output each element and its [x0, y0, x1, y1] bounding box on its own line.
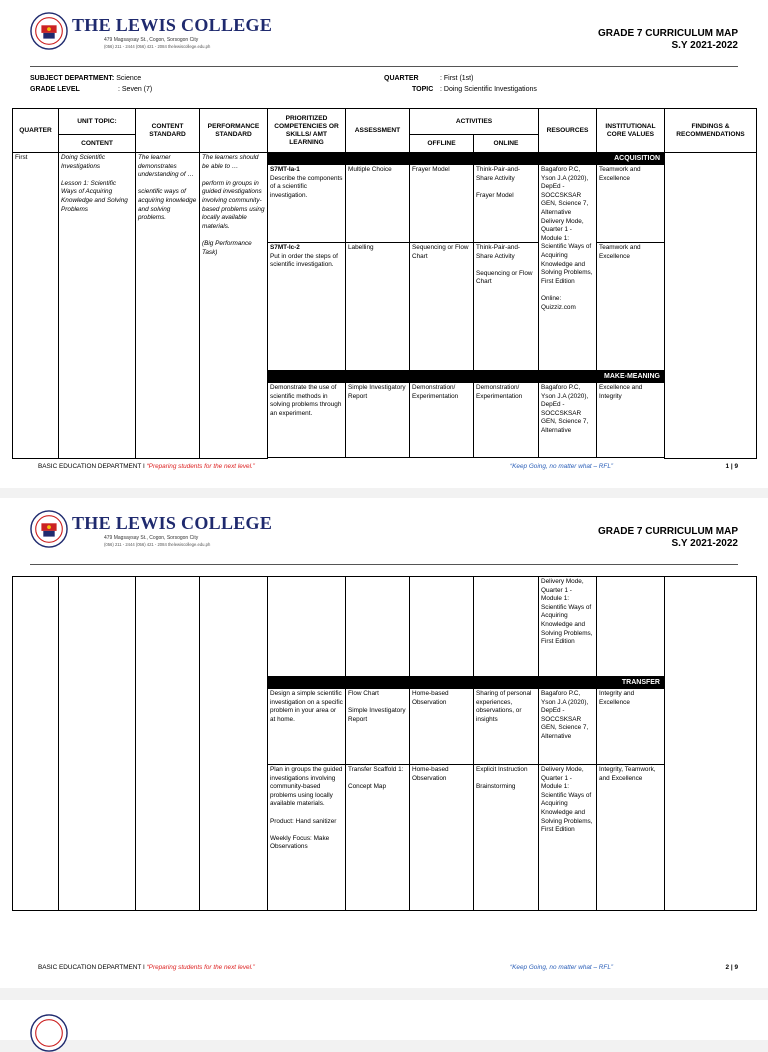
footer-tagline: “Keep Going, no matter what – RFL” — [510, 964, 614, 971]
resources-cell: Delivery Mode, Quarter 1 - Module 1: Scientific Ways of Acquiring Knowledge and Solving Problems, First Edition — [539, 765, 597, 911]
unit-topic-cell: Doing Scientific Investigations Lesson 1: Scientific Ways of Acquiring Knowledge and Solving Problems — [59, 153, 136, 459]
col-header-findings: FINDINGS & RECOMMENDATIONS — [665, 109, 757, 153]
quarter-cell: First — [13, 153, 59, 459]
college-seal-icon — [30, 12, 68, 50]
spacer — [268, 458, 665, 459]
topic-value: : Doing Scientific Investigations — [440, 86, 537, 93]
resources-cell: Bagaforo P.C, Yson J.A (2020), DepEd - SOCCSKSAR GEN, Science 7, Alternative — [539, 689, 597, 765]
competency-cell: Design a simple scientific investigation on a specific problem in your area or at home. — [268, 689, 346, 765]
footer-dept — [38, 964, 255, 971]
online-cell: Think-Pair-and-Share Activity Frayer Model — [474, 165, 539, 243]
school-year: S.Y 2021-2022 — [671, 40, 738, 51]
acquisition-bar: ACQUISITION — [268, 153, 665, 165]
col-header-content-standard: CONTENT STANDARD — [136, 109, 200, 153]
core-values-cell — [597, 577, 665, 677]
competency-cell: Demonstrate the use of scientific methods in solving problems through an experiment. — [268, 383, 346, 458]
assessment-cell: Labelling — [346, 243, 410, 371]
core-values-cell: Teamwork and Excellence — [597, 243, 665, 371]
offline-cell: Home-based Observation — [410, 689, 474, 765]
topic-field — [412, 86, 433, 93]
unit-topic-cell — [59, 577, 136, 911]
competency-cell: Plan in groups the guided investigations involving community-based problems using locally available materials. Product: Hand sanitizer Weekly Focus: Make Observations — [268, 765, 346, 911]
curriculum-table-page-2 — [12, 576, 757, 911]
subject-department-label: SUBJECT DEPARTMENT: — [30, 75, 115, 82]
competency-cell — [268, 165, 346, 243]
transfer-bar: TRANSFER — [268, 677, 665, 689]
col-header-quarter: QUARTER — [13, 109, 59, 153]
school-year: S.Y 2021-2022 — [671, 538, 738, 549]
grade-level-label: GRADE LEVEL — [30, 86, 80, 93]
col-header-competencies: PRIORITIZED COMPETENCIES OR SKILLS/ AMT LEARNING — [268, 109, 346, 153]
footer-tagline: “Keep Going, no matter what – RFL” — [510, 463, 614, 470]
online-cell: Explicit Instruction Brainstorming — [474, 765, 539, 911]
doc-title-block — [598, 526, 738, 550]
college-name: THE LEWIS COLLEGE — [72, 513, 273, 533]
grade-level — [30, 86, 80, 93]
assessment-cell: Simple Investigatory Report — [346, 383, 410, 458]
competency-cell — [268, 243, 346, 371]
college-address: 479 Magsaysay St., Cogon, Sorsogon City — [104, 37, 199, 43]
offline-cell: Home-based Observation — [410, 765, 474, 911]
offline-cell: Sequencing or Flow Chart — [410, 243, 474, 371]
doc-title: GRADE 7 CURRICULUM MAP — [598, 28, 738, 39]
quarter-label: QUARTER — [384, 75, 419, 82]
col-header-unit-topic: UNIT TOPIC: — [59, 109, 136, 135]
content-standard-cell — [136, 577, 200, 911]
assessment-cell: Transfer Scaffold 1: Concept Map — [346, 765, 410, 911]
doc-title: GRADE 7 CURRICULUM MAP — [598, 526, 738, 537]
performance-standard-cell — [200, 577, 268, 911]
page-3-partial — [0, 1000, 768, 1040]
doc-title-block — [598, 28, 738, 52]
college-seal-icon — [30, 1014, 68, 1052]
footer-dept-label: BASIC EDUCATION DEPARTMENT I — [38, 964, 147, 971]
online-cell: Sharing of personal experiences, observations, or insights — [474, 689, 539, 765]
footer-motto: “Preparing students for the next level.” — [146, 964, 255, 971]
competency-code: S7MT-Ic-2 — [270, 244, 300, 251]
grade-level-value: : Seven (7) — [118, 86, 153, 93]
subject-department — [30, 75, 141, 82]
online-cell: Think-Pair-and-Share Activity Sequencing or Flow Chart — [474, 243, 539, 371]
college-seal-icon — [30, 510, 68, 548]
subject-department-value: Science — [116, 75, 142, 82]
topic-label: TOPIC — [412, 86, 434, 93]
findings-cell — [665, 153, 757, 459]
core-values-cell: Integrity and Excellence — [597, 689, 665, 765]
page-number: 2 | 9 — [725, 964, 738, 971]
quarter-cell — [13, 577, 59, 911]
college-contact: (056) 211 - 2444 (056) 421 - 2084 thelewiscollege.edu.ph — [104, 44, 211, 49]
resources-cell: Bagaforo P.C, Yson J.A (2020), DepEd - SOCCSKSAR GEN, Science 7, Alternative — [539, 383, 597, 458]
college-address: 479 Magsaysay St., Cogon, Sorsogon City — [104, 535, 199, 541]
header-rule — [30, 66, 738, 67]
resources-cell: Delivery Mode, Quarter 1 - Module 1: Scientific Ways of Acquiring Knowledge and Solving Problems, First Edition — [539, 577, 597, 677]
page-footer — [38, 964, 738, 974]
col-header-content: CONTENT — [59, 135, 136, 153]
page-2 — [0, 498, 768, 988]
competency-code: S7MT-Ia-1 — [270, 166, 300, 173]
col-header-activities: ACTIVITIES — [410, 109, 539, 135]
competency-cell — [268, 577, 346, 677]
content-standard-cell: The learner demonstrates understanding of … scientific ways of acquiring knowledge and solving problems. — [136, 153, 200, 459]
core-values-cell: Teamwork and Excellence — [597, 165, 665, 243]
competency-text: Put in order the steps of scientific investigation. — [270, 252, 338, 269]
resources-cell: Bagaforo P.C, Yson J.A (2020), DepEd - SOCCSKSAR GEN, Science 7, Alternative Delivery Mode, Quarter 1 - Module 1: Scientific Ways of Acquiring Knowledge and Solving Problems, First Edition Online: Quizziz.com — [539, 165, 597, 371]
offline-cell: Frayer Model — [410, 165, 474, 243]
curriculum-table-page-1 — [12, 108, 757, 459]
page-footer — [38, 463, 738, 473]
core-values-cell: Integrity, Teamwork, and Excellence — [597, 765, 665, 911]
quarter-value: : First (1st) — [440, 75, 474, 82]
college-name: THE LEWIS COLLEGE — [72, 15, 273, 35]
performance-standard-cell: The learners should be able to … perform in groups in guided investigations involving community-based problems using locally available materials. (Big Performance Task) — [200, 153, 268, 459]
col-header-online: ONLINE — [474, 135, 539, 153]
col-header-offline: OFFLINE — [410, 135, 474, 153]
col-header-core-values: INSTITUTIONAL CORE VALUES — [597, 109, 665, 153]
quarter-field — [384, 75, 419, 82]
make-meaning-bar: MAKE-MEANING — [268, 371, 665, 383]
assessment-cell — [346, 577, 410, 677]
footer-dept-label: BASIC EDUCATION DEPARTMENT I — [38, 463, 147, 470]
online-cell: Demonstration/ Experimentation — [474, 383, 539, 458]
offline-cell — [410, 577, 474, 677]
competency-text: Describe the components of a scientific investigation. — [270, 174, 343, 199]
col-header-assessment: ASSESSMENT — [346, 109, 410, 153]
footer-dept — [38, 463, 255, 470]
page-number: 1 | 9 — [725, 463, 738, 470]
assessment-cell: Flow Chart Simple Investigatory Report — [346, 689, 410, 765]
college-contact: (056) 211 - 2444 (056) 421 - 2084 thelewiscollege.edu.ph — [104, 542, 211, 547]
page-1 — [0, 0, 768, 488]
core-values-cell: Excellence and Integrity — [597, 383, 665, 458]
col-header-resources: RESOURCES — [539, 109, 597, 153]
findings-cell — [665, 577, 757, 911]
assessment-cell: Multiple Choice — [346, 165, 410, 243]
footer-motto: “Preparing students for the next level.” — [146, 463, 255, 470]
col-header-performance-standard: PERFORMANCE STANDARD — [200, 109, 268, 153]
header-rule — [30, 564, 738, 565]
online-cell — [474, 577, 539, 677]
offline-cell: Demonstration/ Experimentation — [410, 383, 474, 458]
